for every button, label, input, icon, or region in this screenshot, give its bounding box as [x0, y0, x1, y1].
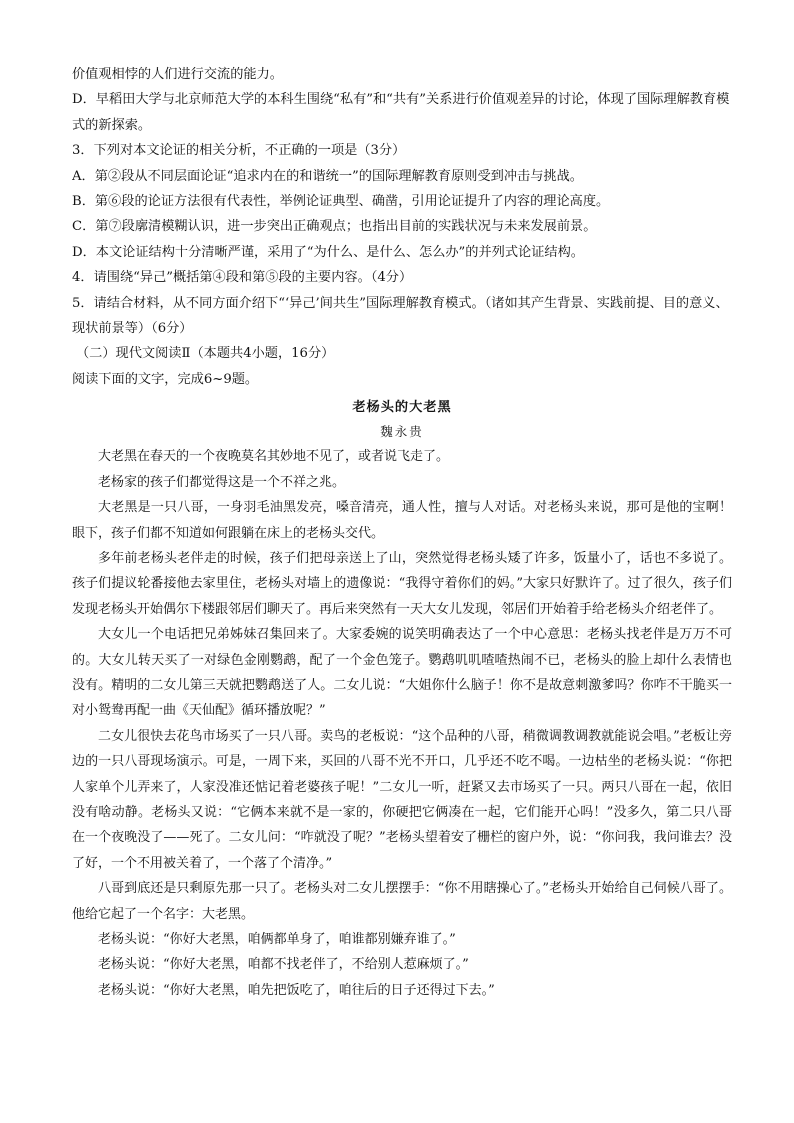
question-3: [72, 138, 732, 265]
story-paragraph: 多年前老杨头老伴走的时候，孩子们把母亲送上了山，突然觉得老杨头矮了许多，饭量小了，话也不多说了。孩子们提议轮番接他去家里住，老杨头对墙上的遗像说：“我得守着你们的妈。”大家只好默许了。过了很久，孩子们发现老杨头开始偶尔下楼跟邻居们聊天了。再后来突然有一天大女儿发现，邻居们开始着手给老杨头介绍老伴了。: [72, 550, 732, 617]
story-paragraph: 大老黑在春天的一个夜晚莫名其妙地不见了，或者说飞走了。: [98, 449, 450, 465]
story-paragraph: 大老黑是一只八哥，一身羽毛油黑发亮，嗓音清亮，通人性，擅与人对话。对老杨头来说，那可是他的宝啊！眼下，孩子们都不知道如何跟躺在床上的老杨头交代。: [72, 500, 732, 541]
document-page: [72, 62, 732, 1003]
question-4: 4．请围绕“异己”概括第④段和第⑤段的主要内容。（4分）: [72, 270, 413, 286]
story-paragraph: 二女儿很快去花鸟市场买了一只八哥。卖鸟的老板说：“这个品种的八哥，稍微调教调教就能说会唱。”老板让旁边的一只八哥现场演示。可是，一周下来，买回的八哥不光不开口，几乎还不吃不喝。一边枯坐的老杨头说：“你把人家单个儿弄来了，人家没准还惦记着老婆孩子呢！”二女儿一听，赶紧又去市场买了一只。两只八哥在一起，依旧没有啥动静。老杨头又说：“它俩本来就不是一家的，你硬把它俩凑在一起，它们能开心吗！”没多久，第二只八哥在一个夜晚没了——死了。二女儿问：“咋就没了呢？”老杨头望着安了栅栏的窗户外，说：“你问我，我问谁去？没了好，一个不用被关着了，一个落了个清净。”: [72, 728, 732, 871]
q3-option-b: B．第⑥段的论证方法很有代表性，举例论证典型、确凿，引用论证提升了内容的理论高度。: [72, 194, 610, 210]
story-paragraph: 八哥到底还是只剩原先那一只了。老杨头对二女儿摆摆手：“你不用瞎操心了。”老杨头开始给自己伺候八哥了。他给它起了一个名字：大老黑。: [72, 881, 732, 922]
q3-option-c: C．第⑦段廓清模糊认识，进一步突出正确观点；也指出目前的实践状况与未来发展前景。: [72, 219, 597, 235]
story-author: 魏永贵: [380, 424, 424, 440]
q3-stem: 3．下列对本文论证的相关分析，不正确的一项是（3分）: [72, 143, 406, 159]
story-paragraph: 老杨头说：“你好大老黑，咱先把饭吃了，咱往后的日子还得过下去。”: [98, 982, 495, 998]
section-2-instruction: 阅读下面的文字，完成6~9题。: [72, 371, 259, 387]
story-title: 老杨头的大老黑: [352, 400, 452, 416]
q2-option-d: D．早稻田大学与北京师范大学的本科生围绕“私有”和“共有”关系进行价值观差异的讨论，体现了国际理解教育模式的新探索。: [72, 92, 730, 133]
section-2-heading: （二）现代文阅读Ⅱ（本题共4小题，16分）: [76, 346, 335, 362]
story-paragraph: 老杨头说：“你好大老黑，咱俩都单身了，咱谁都别嫌弃谁了。”: [98, 932, 456, 947]
q3-option-a: A．第②段从不同层面论证“追求内在的和谐统一”的国际理解教育原则受到冲击与挑战。: [72, 168, 583, 184]
story: [72, 395, 732, 1003]
story-paragraph: 大女儿一个电话把兄弟姊妹召集回来了。大家委婉的说笑明确表达了一个中心意思：老杨头找老伴是万万不可的。大女儿转天买了一对绿色金刚鹦鹉，配了一个金色笼子。鹦鹉叽叽喳喳热闹不已，老杨头的脸上却什么表情也没有。精明的二女儿第三天就把鹦鹉送了人。二女儿说：“大姐你什么脑子！你不是故意刺激爹吗？你咋不干脆买一对小鸳鸯再配一曲《天仙配》循环播放呢？”: [72, 627, 732, 719]
story-paragraph: 老杨家的孩子们都觉得这是一个不祥之兆。: [98, 474, 346, 490]
previous-text-tail: 价值观相悖的人们进行交流的能力。: [72, 67, 283, 82]
question-5: 5．请结合材料，从不同方面介绍下“‘异己’间共生”国际理解教育模式。（诸如其产生背景、实践前提、目的意义、现状前景等）（6分）: [72, 295, 729, 337]
q3-option-d: D．本文论证结构十分清晰严谨，采用了“为什么、是什么、怎么办”的并列式论证结构。: [72, 244, 584, 260]
story-paragraph: 老杨头说：“你好大老黑，咱都不找老伴了，不给别人惹麻烦了。”: [98, 957, 469, 973]
